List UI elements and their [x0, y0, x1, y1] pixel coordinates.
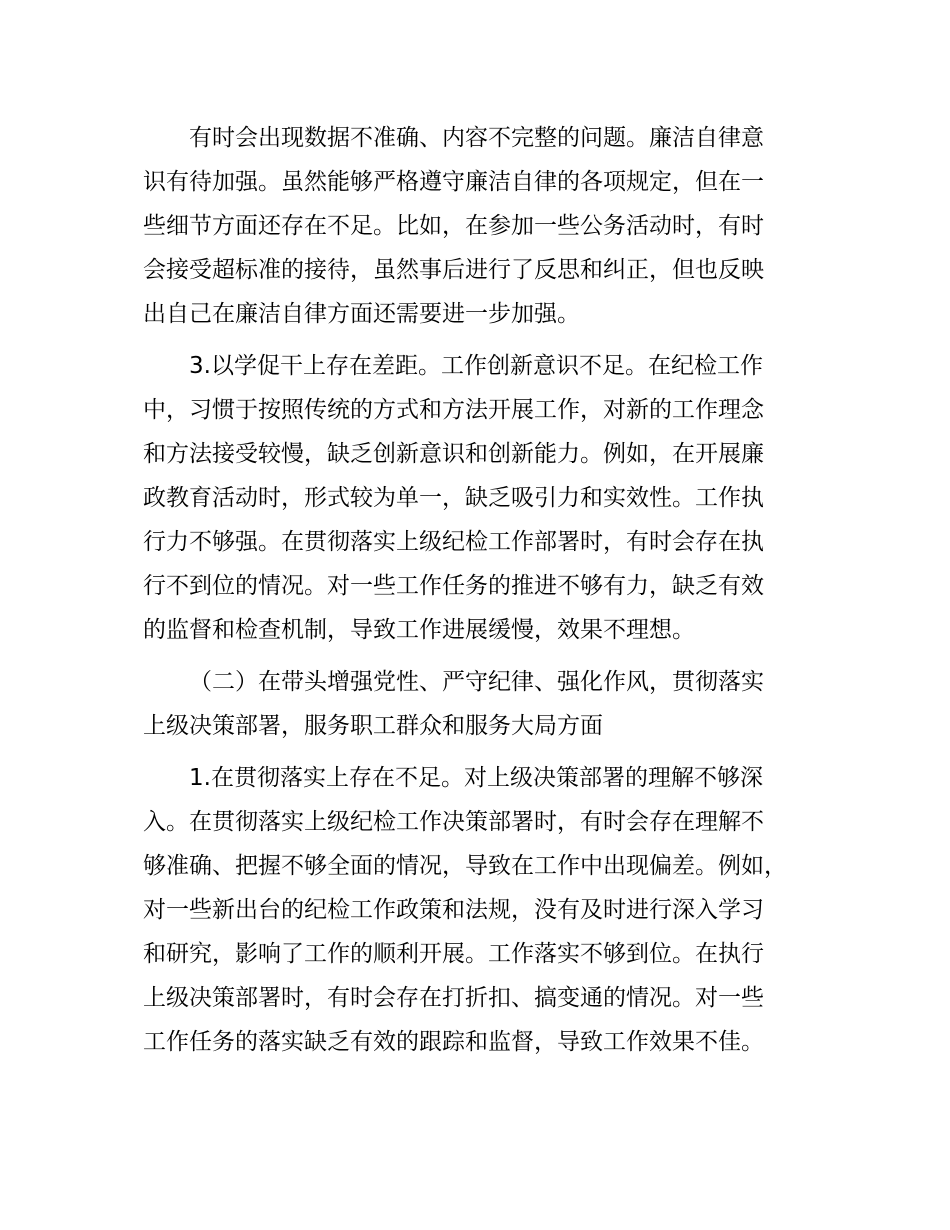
paragraph-integrity [143, 116, 829, 336]
text-line: 入。在贯彻落实上级纪检工作决策部署时，有时会存在理解不 [143, 809, 764, 835]
text-line: 有时会出现数据不准确、内容不完整的问题。廉洁自律意 [189, 125, 764, 151]
text-line: 3.以学促干上存在差距。工作创新意识不足。在纪检工作 [189, 353, 763, 379]
heading-line: （二）在带头增强党性、严守纪律、强化作风，贯彻落实 [189, 669, 764, 695]
text-line: 和方法接受较慢，缺乏创新意识和创新能力。例如，在开展廉 [143, 441, 764, 467]
text-line: 上级决策部署时，有时会存在打折扣、搞变通的情况。对一些 [143, 985, 764, 1011]
text-line: 对一些新出台的纪检工作政策和法规，没有及时进行深入学习 [143, 897, 764, 923]
paragraph-gap [143, 652, 829, 660]
text-line: 1.在贯彻落实上存在不足。对上级决策部署的理解不够深 [189, 765, 763, 791]
section-heading-2 [143, 660, 829, 748]
document-body [143, 116, 829, 1064]
text-line: 行不到位的情况。对一些工作任务的推进不够有力，缺乏有效 [143, 573, 764, 599]
paragraph-gap [143, 748, 829, 756]
text-line: 够准确、把握不够全面的情况，导致在工作中出现偏差。例如， [143, 853, 787, 879]
heading-line: 上级决策部署，服务职工群众和服务大局方面 [143, 713, 603, 739]
text-line: 识有待加强。虽然能够严格遵守廉洁自律的各项规定，但在一 [143, 169, 764, 195]
text-line: 出自己在廉洁自律方面还需要进一步加强。 [143, 301, 580, 327]
text-line: 工作任务的落实缺乏有效的跟踪和监督，导致工作效果不佳。 [143, 1029, 764, 1055]
text-line: 和研究，影响了工作的顺利开展。工作落实不够到位。在执行 [143, 941, 764, 967]
text-line: 的监督和检查机制，导致工作进展缓慢，效果不理想。 [143, 617, 695, 643]
paragraph-gap [143, 336, 829, 344]
text-line: 政教育活动时，形式较为单一，缺乏吸引力和实效性。工作执 [143, 485, 764, 511]
text-line: 会接受超标准的接待，虽然事后进行了反思和纠正，但也反映 [143, 257, 764, 283]
text-line: 些细节方面还存在不足。比如，在参加一些公务活动时，有时 [143, 213, 764, 239]
paragraph-item-3 [143, 344, 829, 652]
paragraph-item-1 [143, 756, 829, 1064]
text-line: 行力不够强。在贯彻落实上级纪检工作部署时，有时会存在执 [143, 529, 764, 555]
text-line: 中，习惯于按照传统的方式和方法开展工作，对新的工作理念 [143, 397, 764, 423]
